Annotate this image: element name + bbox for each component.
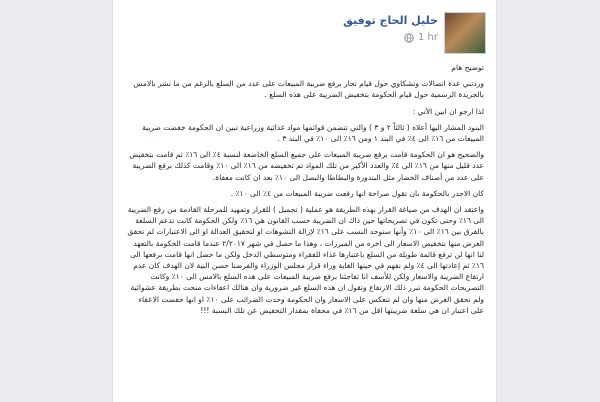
post-paragraph: والصحيح هو ان الحكومة قامت برفع ضريبة المبيعات على جميع السلع الخاضعة لنسبة ٤٪ الى ١٦٪ ثم قامت بتخفيض عدد قليل منها من ١٦٪ الى ٤٪ والعدد الأكبر من تلك المواد تم تخفيضه من ١٦٪ الى ١٠٪ وقامت كذلك برفع الضريبة على عدد من أصناف الخضار مثل البندورة والبطاطا والبصل الى ١٠٪ بعد ان كانت معفاة. — [129, 150, 484, 182]
post-body — [125, 62, 484, 316]
author-name[interactable]: خليل الحاج توفيق — [343, 14, 438, 27]
post-paragraph: واعتقد ان الهدف من صياغة القرار بهذه الطريقة هو عملية ( تجميل ) للقرار وتمهيد للمرحلة القادمة من رفع الضريبة الى ١٦٪ وحتى تكون في تصريحاتها حين ذاك ان الضريبة حسب القانون هي ١٦٪ ولكن الحكومة كانت تدعم السلعة بالفرق بين ١٦٪ الى ١٠٪ وأنها ستوحد النسب على ١٦٪ لإزالة التشوهات او لتحقيق العدالة او الى الاعتبارات لم تحقق الغرض منها بتخفيض الاسعار الى اخره من المبررات ، وهذا ما حصل في شهر ٢/٢٠١٧ عندما قامت الحكومة بالتعهد لنا انها لن ترفع قائمة طويلة من السلع باعتبارها غذاء للفقراء ومتوسطي الدخل ولكن ما حصل انها قامت برفعها الى ١٦٪ ثم إعادتها الى ٤٪ ولم نفهم في حينها الغاية وراء قرار مجلس الوزراء والفرضنا حسن النية لان الهدف كان عدم ارتفاع الضريبة والاسعار ولكن للأسف انا تفاجئنا برفع ضريبة المبيعات على هذه السلع بالامس الى ١٠٪ وكانت التصريحات الحكومة تبرر ذلك الارتفاع وتقول ان هذه السلع غير ضرورية وان هنالك اعفاءات منحت بطريقة عشوائية ولم تحقق الغرض منها وان لم تنعكس على الاسعار وان الحكومة وحدت الضرائب على ١٠٪ او انها خفضت الاعفاء على اعتبار ان هي سلعة ضريبتها اقل من ١٦٪ في محفاة بمقدار التخفيض عن تلك النسبة !!! — [127, 205, 484, 315]
post-meta — [404, 32, 438, 43]
author-avatar[interactable] — [444, 12, 486, 54]
facebook-post-card — [112, 0, 497, 402]
post-paragraph: البنود المشار اليها أعلاه ( ثالثاً ٢ و ٣ ) والتي تتضمن قوائمها مواد غذائية وزراعية تبين ان الحكومة خفضت ضريبة المبيعات من ١٦٪ الى ٤٪ في البند ١ ومن ١٦٪ الى ١٠٪ في البند ٣ . — [142, 122, 484, 144]
post-paragraph: توضيح هام — [451, 63, 484, 72]
globe-icon — [404, 33, 414, 43]
post-paragraph: لذا ارجو ان ابين الآتي : — [412, 106, 484, 116]
post-time[interactable]: 1 hr — [418, 32, 438, 43]
post-paragraph: وردتني عدة اتصالات وتشكاوي حول قيام تجار برفع ضريبة المبيعات على عدد من السلع بالرغم من ما نشر بالامس بالجريدة الرسمية حول قيام الحكومة بتخفيض الضريبة على هذه السلع . — [133, 79, 484, 100]
post-paragraph: كان الاجدر بالحكومة بان تقول صراحة انها رفعت ضريبة المبيعات من ٤٪ الى ١٠٪ . — [230, 188, 484, 198]
